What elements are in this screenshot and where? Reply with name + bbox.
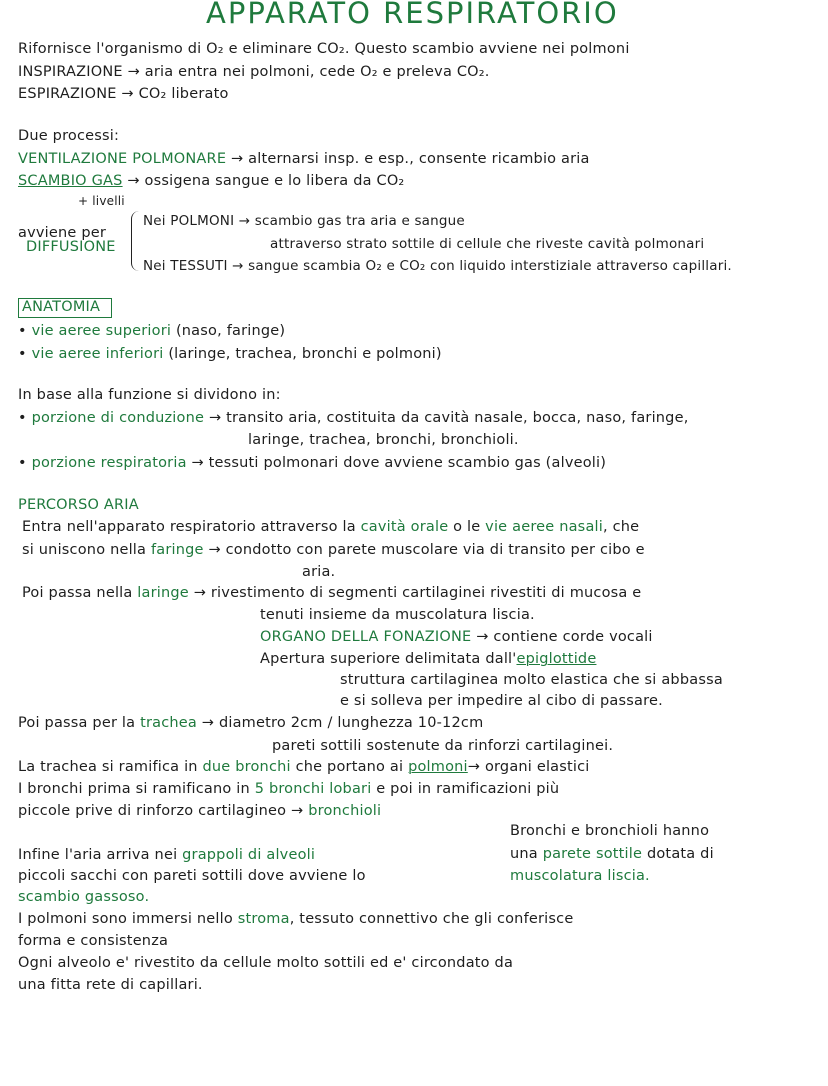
intro-line-1: Rifornisce l'organismo di O₂ e eliminare CO₂. Questo scambio avviene nei polmoni bbox=[18, 41, 630, 57]
path-term-stroma: stroma bbox=[237, 911, 290, 927]
path-text: Entra nell'apparato respiratorio attraverso la bbox=[22, 519, 356, 535]
path-term-pharynx: faringe bbox=[150, 542, 204, 558]
intro-line-2: INSPIRAZIONE → aria entra nei polmoni, cede O₂ e preleva CO₂. bbox=[18, 64, 490, 80]
path-term-larynx: laringe bbox=[137, 585, 189, 601]
path-text: piccoli sacchi con pareti sottili dove avviene lo bbox=[18, 868, 366, 884]
levels-note: + livelli bbox=[78, 194, 125, 208]
path-text: → contiene corde vocali bbox=[476, 629, 653, 645]
path-term-two-bronchi: due bronchi bbox=[202, 759, 291, 775]
path-text: → organi elastici bbox=[467, 759, 590, 775]
respiratory-term: porzione respiratoria bbox=[31, 455, 187, 471]
bullet: • bbox=[18, 455, 32, 471]
side-note: dotata di bbox=[646, 846, 714, 862]
curly-brace bbox=[131, 211, 139, 271]
bullet: • bbox=[18, 323, 32, 339]
path-term-phonation-organ: ORGANO DELLA FONAZIONE bbox=[260, 629, 472, 645]
respiratory-text: → tessuti polmonari dove avviene scambio gas (alveoli) bbox=[191, 455, 607, 471]
path-text: e si solleva per impedire al cibo di passare. bbox=[340, 693, 663, 709]
path-text: Infine l'aria arriva nei bbox=[18, 847, 178, 863]
path-term-lungs: polmoni bbox=[408, 759, 468, 775]
path-text: si uniscono nella bbox=[22, 542, 147, 558]
path-text: Poi passa nella bbox=[22, 585, 133, 601]
conduction-term: porzione di conduzione bbox=[31, 410, 205, 426]
path-text: → diametro 2cm / lunghezza 10-12cm bbox=[201, 715, 484, 731]
exchange-text: → ossigena sangue e lo libera da CO₂ bbox=[127, 173, 405, 189]
ventilation-text: → alternarsi insp. e esp., consente ricambio aria bbox=[231, 151, 590, 167]
bullet: • bbox=[18, 410, 32, 426]
path-heading: PERCORSO ARIA bbox=[18, 497, 139, 513]
anatomy-heading: ANATOMIA bbox=[22, 299, 101, 315]
path-term-nasal-airways: vie aeree nasali bbox=[485, 519, 603, 535]
path-text: → rivestimento di segmenti cartilaginei rivestiti di mucosa e bbox=[193, 585, 642, 601]
path-text: pareti sottili sostenute da rinforzi cartilaginei. bbox=[272, 738, 614, 754]
lower-airways-text: (laringe, trachea, bronchi e polmoni) bbox=[168, 346, 442, 362]
processes-heading: Due processi: bbox=[18, 128, 120, 144]
path-text: che portano ai bbox=[295, 759, 404, 775]
side-note: Bronchi e bronchioli hanno bbox=[510, 823, 710, 839]
path-text: , tessuto connettivo che gli conferisce bbox=[289, 911, 574, 927]
exchange-label: SCAMBIO GAS bbox=[18, 173, 123, 189]
avviene-per: avviene per bbox=[18, 225, 107, 241]
path-term-trachea: trachea bbox=[140, 715, 197, 731]
ventilation-label: VENTILAZIONE POLMONARE bbox=[18, 151, 227, 167]
path-text: I bronchi prima si ramificano in bbox=[18, 781, 250, 797]
path-term-bronchioles: bronchioli bbox=[308, 803, 382, 819]
path-text: struttura cartilaginea molto elastica che si abbassa bbox=[340, 672, 723, 688]
lower-airways-term: vie aeree inferiori bbox=[31, 346, 164, 362]
side-term-smooth-muscle: muscolatura liscia. bbox=[510, 868, 650, 884]
side-note: una bbox=[510, 846, 538, 862]
path-text: aria. bbox=[302, 564, 336, 580]
path-term-epiglottis: epiglottide bbox=[516, 651, 597, 667]
path-term-gas-exchange: scambio gassoso. bbox=[18, 889, 150, 905]
path-text: Ogni alveolo e' rivestito da cellule molto sottili ed e' circondato da bbox=[18, 955, 514, 971]
path-text: forma e consistenza bbox=[18, 933, 169, 949]
path-text: I polmoni sono immersi nello bbox=[18, 911, 233, 927]
bullet: • bbox=[18, 346, 32, 362]
intro-line-3: ESPIRAZIONE → CO₂ liberato bbox=[18, 86, 229, 102]
lungs-line-1: Nei POLMONI → scambio gas tra aria e sangue bbox=[143, 213, 465, 229]
path-term-alveoli: grappoli di alveoli bbox=[182, 847, 316, 863]
path-text: → condotto con parete muscolare via di transito per cibo e bbox=[208, 542, 645, 558]
path-text: e poi in ramificazioni più bbox=[376, 781, 560, 797]
path-text: tenuti insieme da muscolatura liscia. bbox=[260, 607, 535, 623]
lungs-line-2: attraverso strato sottile di cellule che riveste cavità polmonari bbox=[270, 236, 705, 252]
path-term-oral-cavity: cavità orale bbox=[360, 519, 449, 535]
tissues-line: Nei TESSUTI → sangue scambia O₂ e CO₂ con liquido interstiziale attraverso capillari. bbox=[143, 258, 732, 274]
upper-airways-text: (naso, faringe) bbox=[175, 323, 286, 339]
path-text: piccole prive di rinforzo cartilagineo → bbox=[18, 803, 304, 819]
path-text: una fitta rete di capillari. bbox=[18, 977, 203, 993]
path-text: , che bbox=[602, 519, 640, 535]
page-title: APPARATO RESPIRATORIO bbox=[206, 0, 619, 30]
conduction-text-1: → transito aria, costituita da cavità nasale, bocca, naso, faringe, bbox=[208, 410, 689, 426]
side-term-thin-wall: parete sottile bbox=[542, 846, 643, 862]
path-text: Poi passa per la bbox=[18, 715, 136, 731]
path-term-lobar-bronchi: 5 bronchi lobari bbox=[254, 781, 372, 797]
function-intro: In base alla funzione si dividono in: bbox=[18, 387, 281, 403]
path-text: La trachea si ramifica in bbox=[18, 759, 198, 775]
path-text: o le bbox=[453, 519, 481, 535]
conduction-text-2: laringe, trachea, bronchi, bronchioli. bbox=[248, 432, 519, 448]
upper-airways-term: vie aeree superiori bbox=[31, 323, 172, 339]
path-text: Apertura superiore delimitata dall' bbox=[260, 651, 517, 667]
diffusione-label: DIFFUSIONE bbox=[26, 239, 116, 255]
